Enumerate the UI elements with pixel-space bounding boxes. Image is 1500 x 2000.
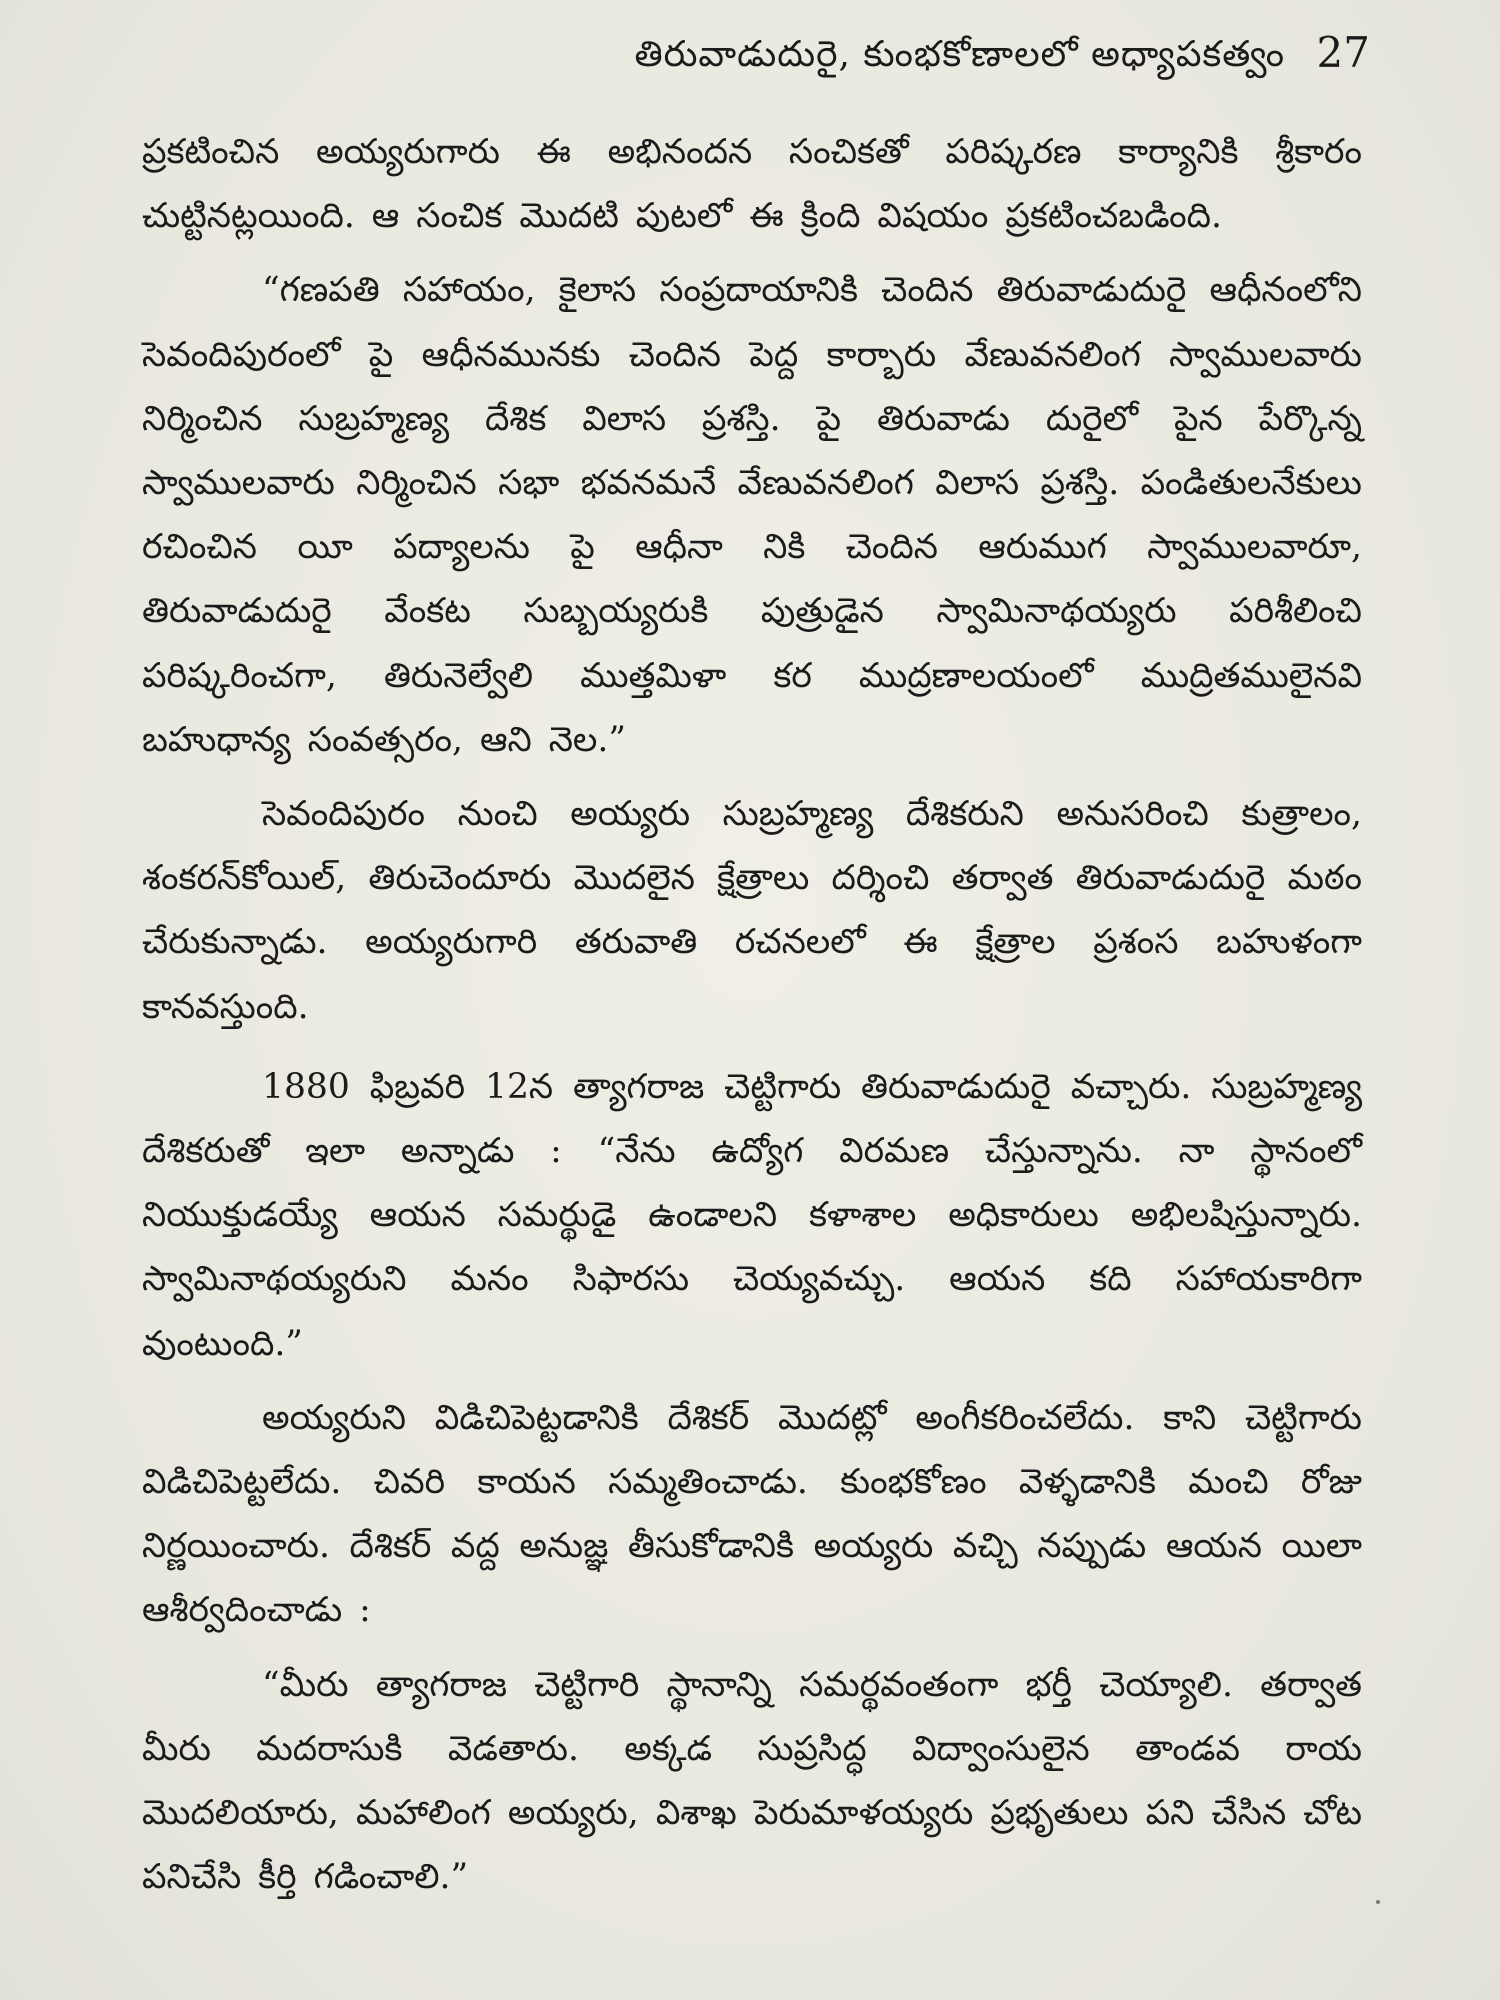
paper-speck	[1376, 1900, 1380, 1904]
paragraph-6: “మీరు త్యాగరాజ చెట్టిగారి స్థానాన్ని సమర్థవంతంగా భర్తీ చెయ్యాలి. తర్వాత మీరు మదరాసుకి వెడతారు. అక్కడ సుప్రసిద్ధ విద్వాంసులైన తాండవ రాయ మొదలియారు, మహాలింగ అయ్యరు, విశాఖ పెరుమాళయ్యరు ప్రభృతులు పని చేసిన చోట పనిచేసి కీర్తి గడించాలి.”	[142, 1664, 1362, 1898]
paragraph-4: 1880 ఫిబ్రవరి 12న త్యాగరాజ చెట్టిగారు తిరువాడుదురై వచ్చారు. సుబ్రహ్మణ్య దేశికరుతో ఇలా అన్నాడు : “నేను ఉద్యోగ విరమణ చేస్తున్నాను. నా స్థానంలో నియుక్తుడయ్యే ఆయన సమర్థుడై ఉండాలని కళాశాల అధికారులు అభిలషిస్తున్నారు. స్వామినాథయ్యరుని మనం సిఫారసు చెయ్యవచ్చు. ఆయన కది సహాయకారిగా వుంటుంది.”	[142, 1066, 1362, 1364]
page-header	[0, 26, 1500, 88]
paragraph-5: అయ్యరుని విడిచిపెట్టడానికి దేశికర్ మొదట్లో అంగీకరించలేదు. కాని చెట్టిగారు విడిచిపెట్టలేదు. చివరి కాయన సమ్మతించాడు. కుంభకోణం వెళ్ళడానికి మంచి రోజు నిర్ణయించారు. దేశికర్ వద్ద అనుజ్ఞ తీసుకోడానికి అయ్యరు వచ్చి నప్పుడు ఆయన యిలా ఆశీర్వదించాడు :	[142, 1397, 1362, 1631]
body-text	[142, 120, 1362, 1909]
paragraph-2: “గణపతి సహాయం, కైలాస సంప్రదాయానికి చెందిన తిరువాడుదురై ఆధీనంలోని సెవందిపురంలో పై ఆధీనమునకు చెందిన పెద్ద కార్బారు వేణువనలింగ స్వాములవారు నిర్మించిన సుబ్రహ్మణ్య దేశిక విలాస ప్రశస్తి. పై తిరువాడు దురైలో పైన పేర్కొన్న స్వాములవారు నిర్మించిన సభా భవనమనే వేణువనలింగ విలాస ప్రశస్తి. పండితులనేకులు రచించిన యీ పద్యాలను పై ఆధీనా నికి చెందిన ఆరుముగ స్వాములవారూ, తిరువాడుదురై వేంకట సుబ్బయ్యరుకి పుత్రుడైన స్వామినాథయ్యరు పరిశీలించి పరిష్కరించగా, తిరునెల్వేలి ముత్తమిళా కర ముద్రణాలయంలో ముద్రితములైనవి బహుధాన్య సంవత్సరం, ఆని నెల.”	[142, 270, 1362, 760]
paragraph-1: ప్రకటించిన అయ్యరుగారు ఈ అభినందన సంచికతో పరిష్కరణ కార్యానికి శ్రీకారం చుట్టినట్లయింది. ఆ సంచిక మొదటి పుటలో ఈ క్రింది విషయం ప్రకటించబడింది.	[142, 132, 1362, 237]
page-number: 27	[1316, 28, 1370, 77]
running-head-title: తిరువాడుదురై, కుంభకోణాలలో అధ్యాపకత్వం	[634, 34, 1285, 75]
paragraph-3: సెవందిపురం నుంచి అయ్యరు సుబ్రహ్మణ్య దేశికరుని అనుసరించి కుత్రాలం, శంకరన్‌కోయిల్, తిరుచెందూరు మొదలైన క్షేత్రాలు దర్శించి తర్వాత తిరువాడుదురై మఠం చేరుకున్నాడు. అయ్యరుగారి తరువాతి రచనలలో ఈ క్షేత్రాల ప్రశంస బహుళంగా కానవస్తుంది.	[142, 794, 1362, 1027]
